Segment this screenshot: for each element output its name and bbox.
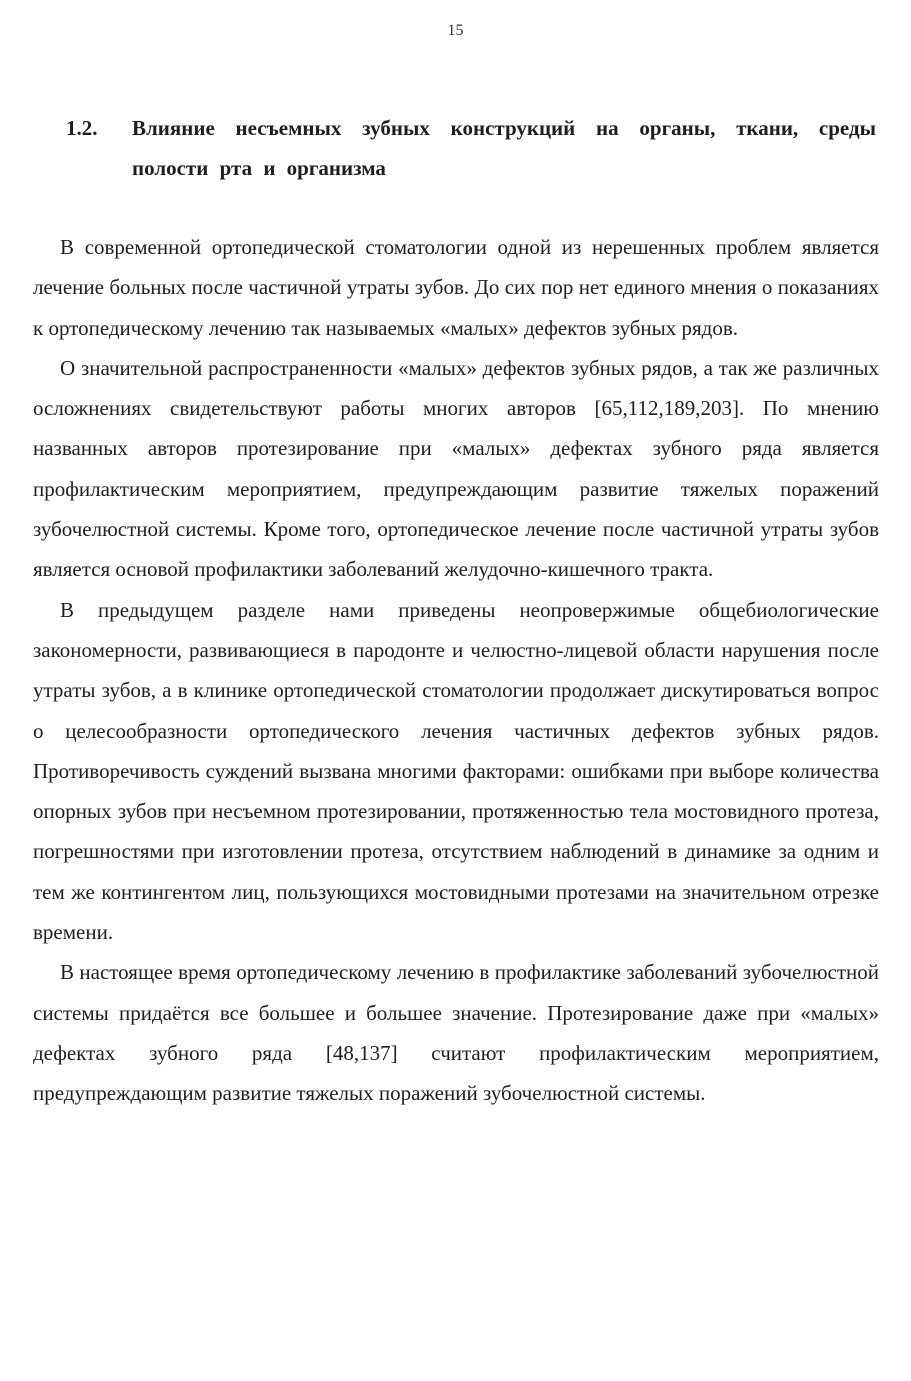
body-text (33, 227, 879, 1114)
paragraph: В настоящее время ортопедическому лечению в профилактике заболеваний зубочелюстной системы придаётся все большее и большее значение. Протезирование даже при «малых» дефектах зубного ряда [48,137] считают профилактическим мероприятием, предупреждающим развитие тяжелых поражений зубочелюстной системы. (33, 960, 879, 1106)
section-heading (66, 108, 876, 188)
paragraph: В предыдущем разделе нами приведены неопровержимые общебиологические закономерности, развивающиеся в пародонте и челюстно-лицевой области нарушения после утраты зубов, а в клинике ортопедической стоматологии продолжает дискутироваться вопрос о целесообразности ортопедического лечения частичных дефектов зубных рядов. Противоречивость суждений вызвана многими факторами: ошибками при выборе количества опорных зубов при несъемном протезировании, протяженностью тела мостовидного протеза, погрешностями при изготовлении протеза, отсутствием наблюдений в динамике за одним и тем же контингентом лиц, пользующихся мостовидными протезами на значительном отрезке времени. (33, 597, 879, 945)
paragraph: В современной ортопедической стоматологии одной из нерешенных проблем является лечение больных после частичной утраты зубов. До сих пор нет единого мнения о показаниях к ортопедическому лечению так называемых «малых» дефектов зубных рядов. (33, 235, 879, 340)
page-number: 15 (447, 22, 464, 39)
paragraph: О значительной распространенности «малых» дефектов зубных рядов, а так же различных осложнениях свидетельствуют работы многих авторов [65,112,189,203]. По мнению названных авторов протезирование при «малых» дефектах зубного ряда является профилактическим мероприятием, предупреждающим развитие тяжелых поражений зубочелюстной системы. Кроме того, ортопедическое лечение после частичной утраты зубов является основой профилактики заболеваний желудочно-кишечного тракта. (33, 355, 879, 582)
section-title: Влияние несъемных зубных конструкций на органы, ткани, среды полости рта и организма (132, 116, 876, 180)
section-number: 1.2. (66, 116, 98, 140)
